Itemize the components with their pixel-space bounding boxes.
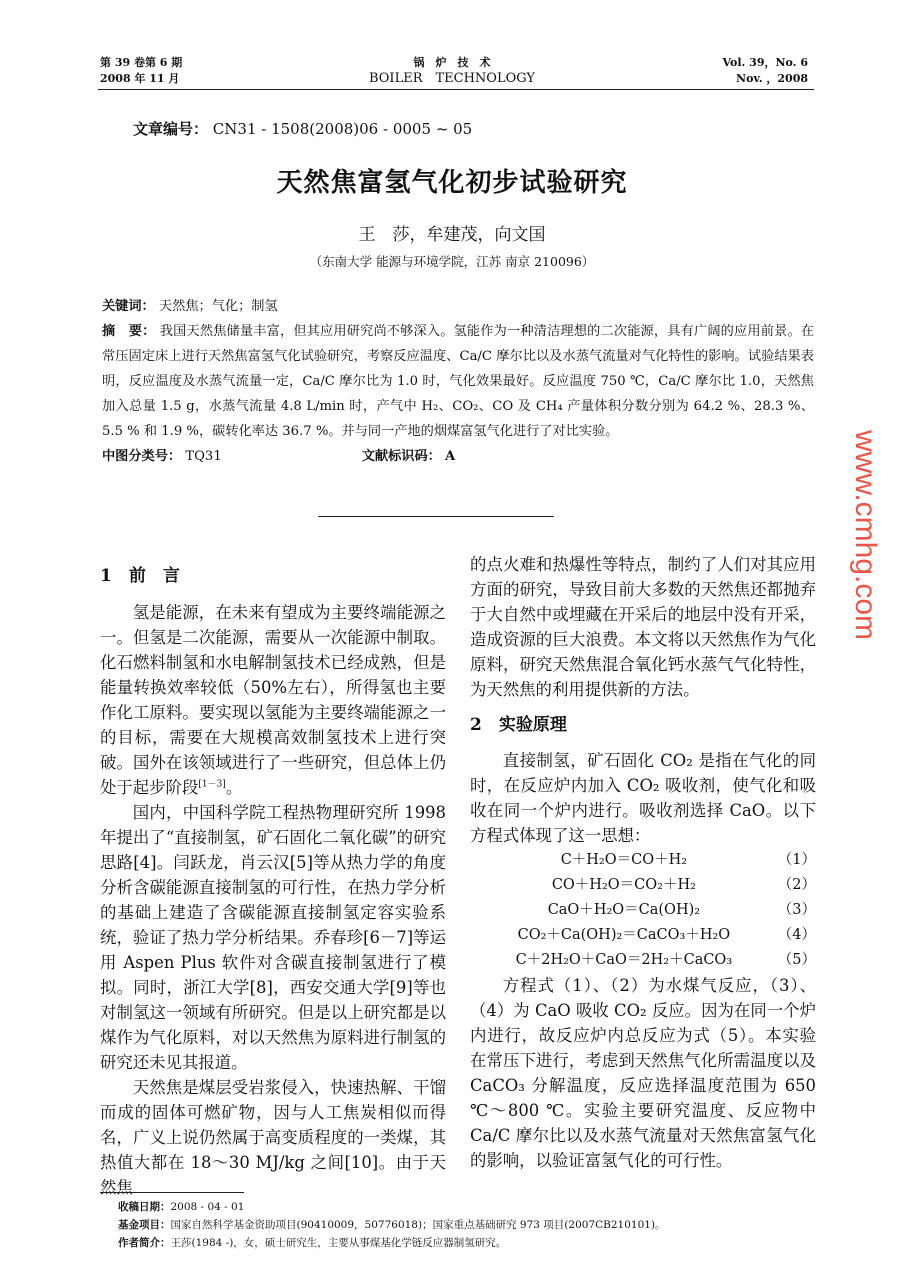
date-line: 2008 年 11 月 xyxy=(100,72,180,85)
paragraph: 国内，中国科学院工程热物理研究所 1998 年提出了“直接制氢，矿石固化二氧化碳”的研究思路[4]。闫跃龙，肖云汉[5]等从热力学的角度分析含碳能源直接制氢的可行性，在热力学分析的基础上建造了含碳能源直接制氢定容实验系统，验证了热力学分析结果。乔春珍[6－7]等运用 Aspen Plus 软件对含碳直接制氢进行了模拟。同时，浙江大学[8]，西安交通大学[9]等也对制氢这一领域有所研究。但是以上研究都是以煤作为气化原料，对以天然焦为原料进行制氢的研究还未见其报道。 xyxy=(100,803,446,1072)
equation xyxy=(470,898,816,923)
doc-code-value: A xyxy=(445,449,456,464)
equation-expression: C＋H₂O＝CO＋H₂ xyxy=(560,852,688,868)
journal-name-cn: 锅 炉 技 术 xyxy=(413,56,491,69)
equation-expression: CaO＋H₂O＝Ca(OH)₂ xyxy=(547,902,701,918)
footnotes xyxy=(118,1198,666,1252)
clc-value: TQ31 xyxy=(185,449,222,464)
keywords xyxy=(102,294,814,319)
article-number-value: CN31 - 1508(2008)06 - 0005 ~ 05 xyxy=(212,120,473,138)
journal-name xyxy=(352,55,552,87)
footnote-label: 作者简介： xyxy=(118,1237,171,1249)
header-rule xyxy=(98,89,814,90)
footnote-author xyxy=(118,1234,666,1252)
right-column xyxy=(470,552,816,1173)
footnote-received xyxy=(118,1198,666,1216)
footnote-text: 2008 - 04 - 01 xyxy=(170,1201,245,1213)
paragraph: 直接制氢，矿石固化 CO₂ 是指在气化的同时，在反应炉内加入 CO₂ 吸收剂，使气化和吸收在同一个炉内进行。吸收剂选择 CaO。以下方程式体现了这一思想： xyxy=(470,751,816,845)
paragraph: 天然焦是煤层受岩浆侵入，快速热解、干馏而成的固体可燃矿物，因与人工焦炭相似而得名，广义上说仍然属于高变质程度的一类煤，其热值大都在 18～30 MJ/kg 之间[10]。由于天然焦 xyxy=(100,1078,446,1197)
footnote-rule xyxy=(100,1192,244,1193)
equation xyxy=(470,923,816,948)
issue-line: 第 39 卷第 6 期 xyxy=(100,56,183,69)
equation-expression: CO＋H₂O＝CO₂＋H₂ xyxy=(551,877,696,893)
citation: [1－3] xyxy=(198,779,226,790)
equation-number: （5） xyxy=(777,952,816,968)
section-heading-2: 2 实验原理 xyxy=(470,715,567,735)
paragraph-text: 氢是能源，在未来有望成为主要终端能源之一。但氢是二次能源，需要从一次能源中制取。化石燃料制氢和水电解制氢技术已经成熟，但是能量转换效率较低（50%左右），所得氢也主要作化工原料。要实现以氢能为主要终端能源之一的目标，需要在大规模高效制氢技术上进行突破。国外在该领域进行了一些研究，但总体上仍处于起步阶段 xyxy=(100,603,446,797)
footnote-text: 国家自然科学基金资助项目(90410009，50776018)；国家重点基础研究 973 项目(2007CB210101)。 xyxy=(170,1219,666,1231)
abstract-label: 摘 要： xyxy=(102,324,156,339)
equation-number: （1） xyxy=(777,852,816,868)
equation-number: （4） xyxy=(777,927,816,943)
equation xyxy=(470,873,816,898)
journal-volume xyxy=(722,55,808,87)
abstract-rule xyxy=(318,516,554,517)
equations xyxy=(470,848,816,973)
abstract-text: 我国天然焦储量丰富，但其应用研究尚不够深入。氢能作为一种清洁理想的二次能源，具有广阔的应用前景。在常压固定床上进行天然焦富氢气化试验研究，考察反应温度、Ca/C 摩尔比以及水蒸气流量对气化特性的影响。试验结果表明，反应温度及水蒸气流量一定，Ca/C 摩尔比为 1.0 时，气化效果最好。反应温度 750 ℃，Ca/C 摩尔比 1.0，天然焦加入总量 1.5 g，水蒸气流量 4.8 L/min 时，产气中 H₂、CO₂、CO 及 CH₄ 产量体积分数分别为 64.2 %、28.3 %、5.5 % 和 1.9 %，碳转化率达 36.7 %。并与同一产地的烟煤富氢气化进行了对比实验。 xyxy=(102,324,814,439)
abstract-block xyxy=(102,294,814,469)
paragraph: 方程式（1）、（2）为水煤气反应，（3）、（4）为 CaO 吸收 CO₂ 反应。因为在同一个炉内进行，故反应炉内总反应为式（5）。本实验在常压下进行，考虑到天然焦气化所需温度以及 CaCO₃ 分解温度，反应选择温度范围为 650 ℃～800 ℃。实验主要研究温度、反应物中 Ca/C 摩尔比以及水蒸气流量对天然焦富氢气化的影响，以验证富氢气化的可行性。 xyxy=(470,976,816,1170)
authors: 王 莎，牟建茂，向文国 xyxy=(358,225,546,245)
equation xyxy=(470,948,816,973)
keywords-value: 天然焦；气化；制氢 xyxy=(158,299,278,314)
equation xyxy=(470,848,816,873)
clc-label: 中图分类号： xyxy=(102,449,182,464)
equation-number: （2） xyxy=(777,877,816,893)
article-number-label: 文章编号： xyxy=(133,120,209,138)
date-line-en: Nov. ，2008 xyxy=(736,72,808,85)
equation-expression: C＋2H₂O＋CaO＝2H₂＋CaCO₃ xyxy=(515,952,733,968)
footnote-fund xyxy=(118,1216,666,1234)
paragraph: 的点火难和热爆性等特点，制约了人们对其应用方面的研究，导致目前大多数的天然焦还都抛弃于大自然中或埋藏在开采后的地层中没有开采，造成资源的巨大浪费。本文将以天然焦作为气化原料，研究天然焦混合氧化钙水蒸气气化特性，为天然焦的利用提供新的方法。 xyxy=(470,555,816,699)
keywords-label: 关键词： xyxy=(102,299,155,314)
footnote-text: 王莎(1984 -)，女，硕士研究生，主要从事煤基化学链反应器制氢研究。 xyxy=(170,1237,507,1249)
footnote-label: 收稿日期： xyxy=(118,1201,171,1213)
footnote-label: 基金项目： xyxy=(118,1219,171,1231)
paper-title: 天然焦富氢气化初步试验研究 xyxy=(276,168,628,198)
classification xyxy=(102,444,814,469)
volume-line: Vol. 39，No. 6 xyxy=(722,56,808,69)
doc-code-label: 文献标识码： xyxy=(361,449,441,464)
equation-expression: CO₂＋Ca(OH)₂＝CaCO₃＋H₂O xyxy=(517,927,731,943)
paragraph xyxy=(100,600,446,800)
equation-number: （3） xyxy=(777,902,816,918)
paragraph-text: 。 xyxy=(225,778,243,797)
watermark: www.cmhg.com xyxy=(849,430,882,641)
article-number xyxy=(133,118,472,139)
journal-issue xyxy=(100,55,182,87)
journal-name-en: BOILER TECHNOLOGY xyxy=(368,71,535,86)
affiliation: （东南大学 能源与环境学院，江苏 南京 210096） xyxy=(309,254,595,269)
left-column xyxy=(100,562,446,1200)
abstract xyxy=(102,319,814,444)
section-heading-1: 1 前 言 xyxy=(100,566,180,586)
